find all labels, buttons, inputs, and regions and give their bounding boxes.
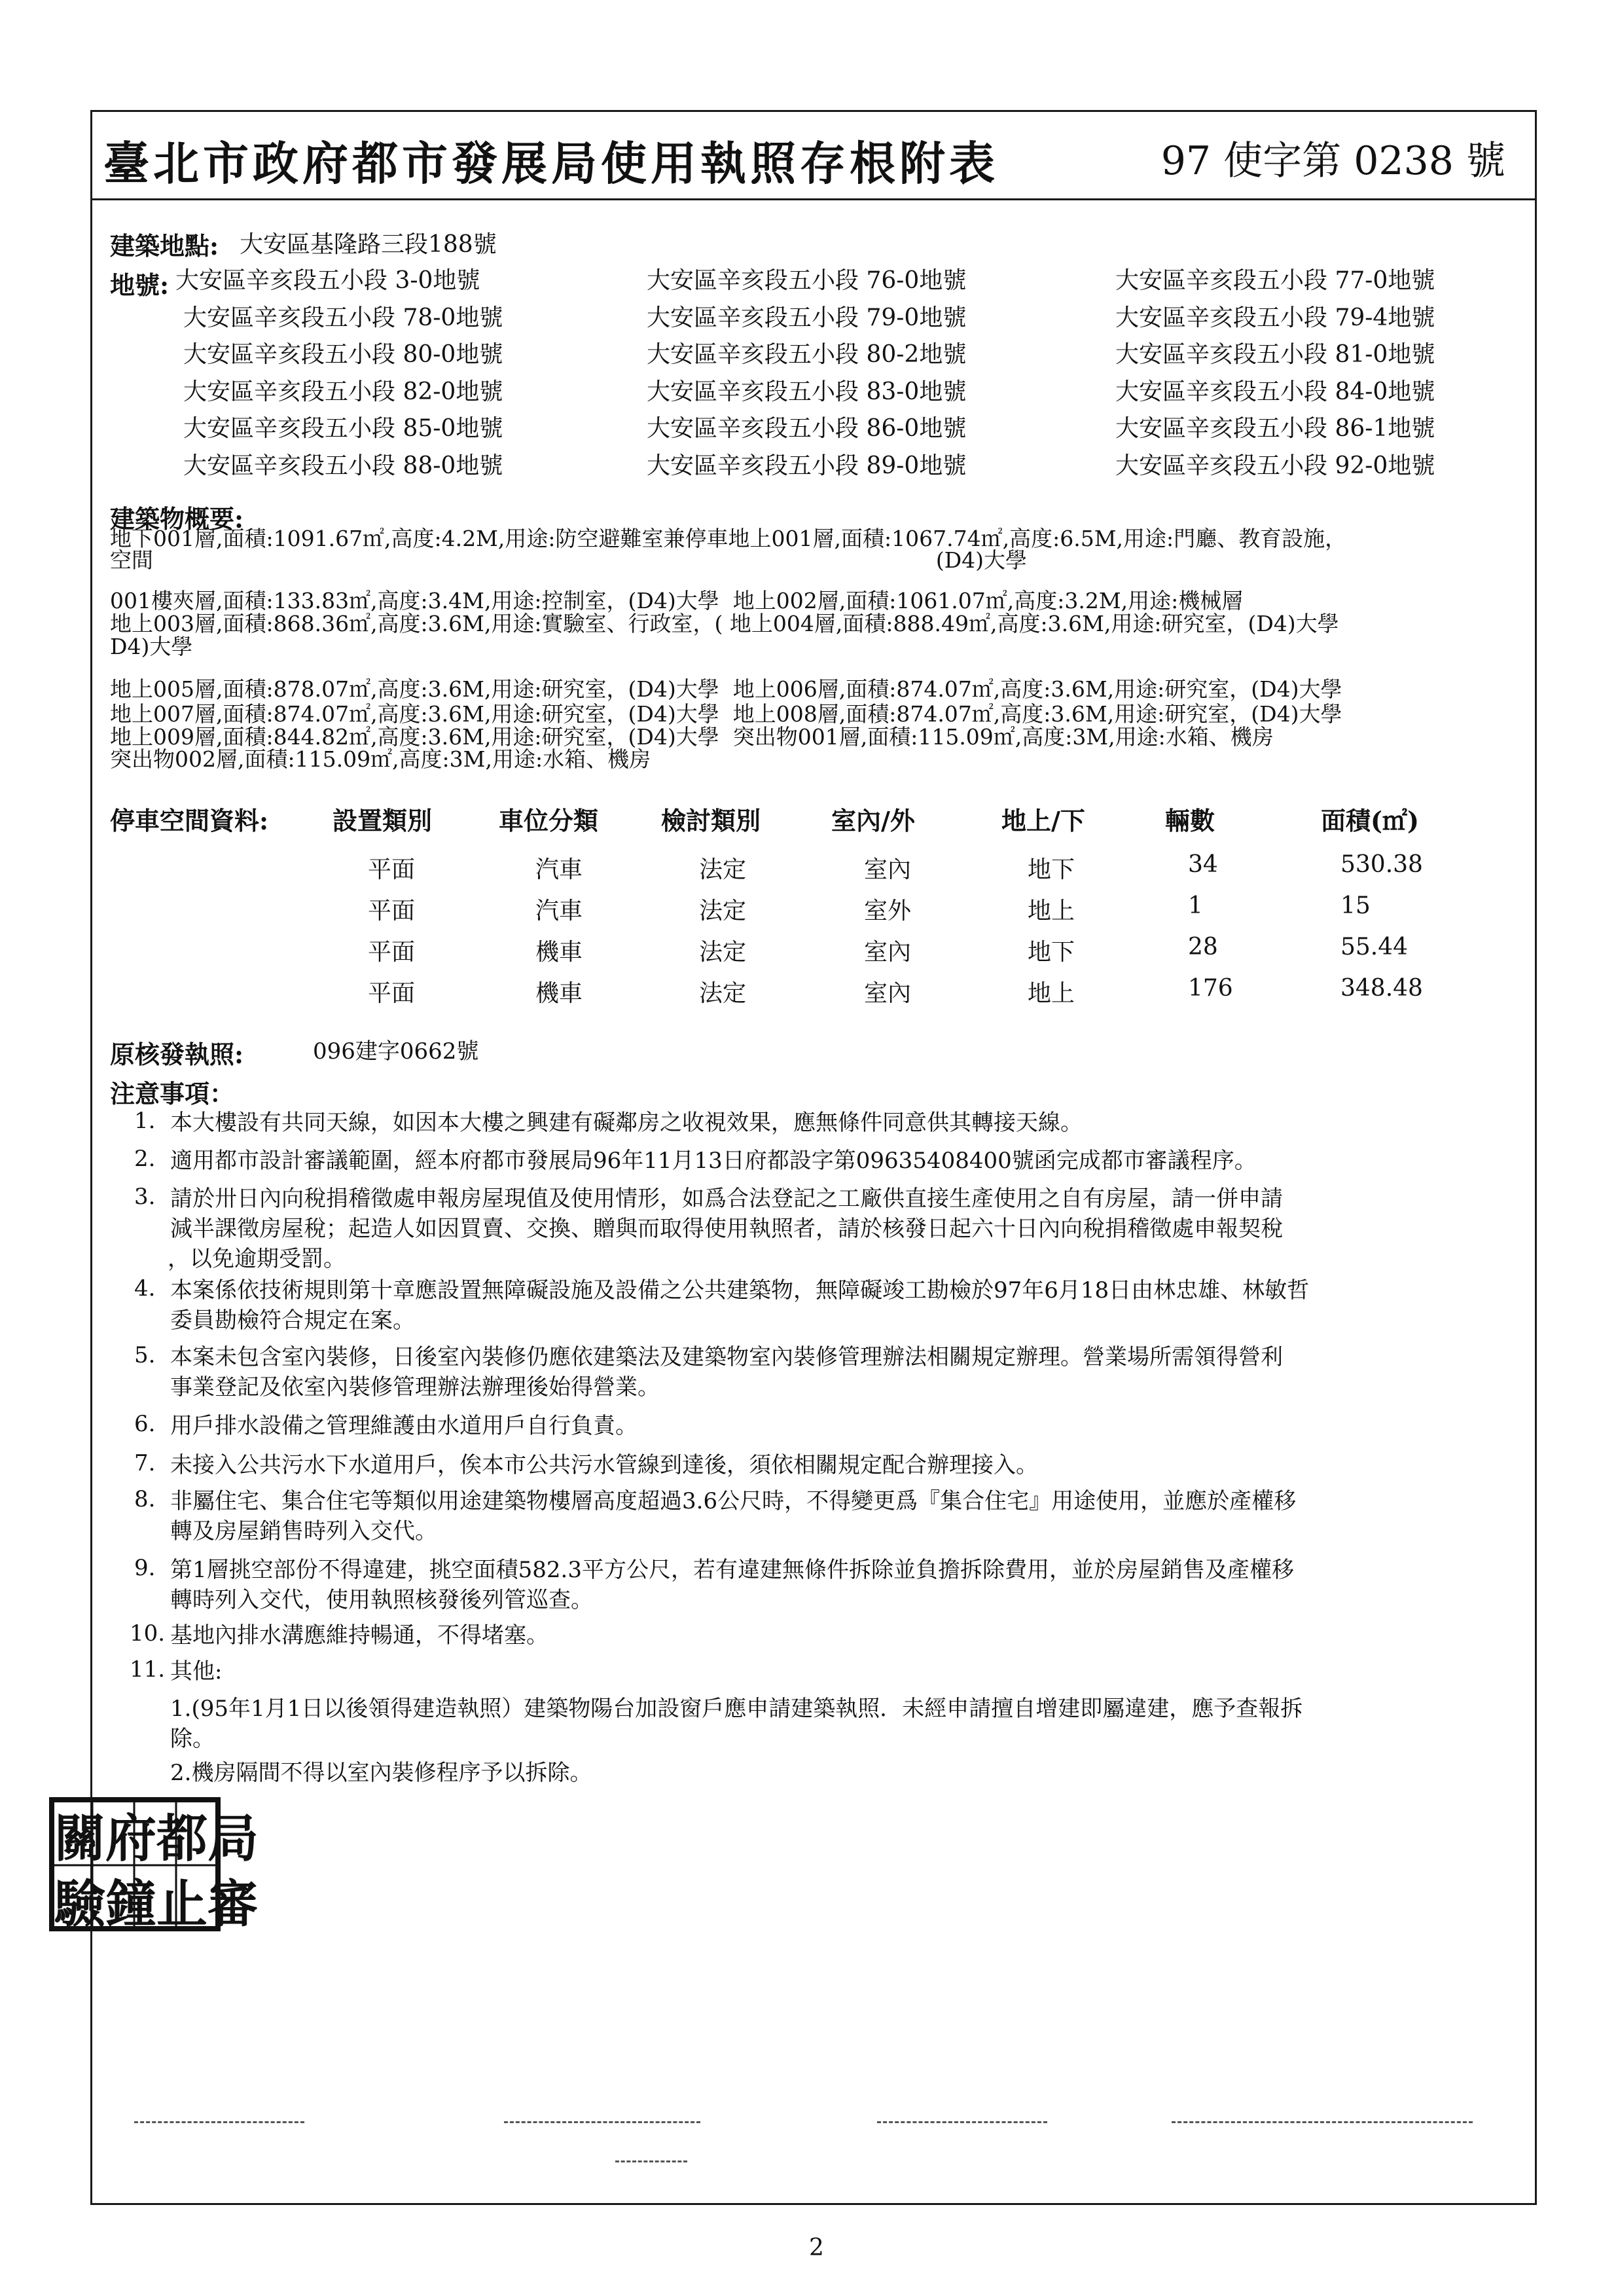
parking-cell: 176 [1188,975,1233,1002]
building-floor-line: 001樓夾層,面積:133.83㎡,高度:3.4M,用途:控制室，(D4)大學 地上002層,面積:1061.07㎡,高度:3.2M,用途:機械層 [110,588,1244,613]
note-text: 非屬住宅、集合住宅等類似用途建築物樓層高度超過3.6公尺時，不得變更爲『集合住宅』用途使用，並應於產權移 [170,1488,1297,1514]
note-number: 10. [130,1620,166,1647]
parking-column-header: 地上/下 [1001,806,1085,835]
parking-cell: 平面 [368,898,416,924]
lot-number: 大安區辛亥段五小段 80-0地號 [183,341,503,368]
note-text: 其他: [170,1658,223,1685]
lot-number: 大安區辛亥段五小段 81-0地號 [1115,341,1435,368]
note-text: 本案未包含室內裝修，日後室內裝修仍應依建築法及建築物室內裝修管理辦法相關規定辦理。營業場所需領得營利 [170,1344,1283,1370]
note-text: 適用都市設計審議範圍，經本府都市發展局96年11月13日府都設字第09635408400號函完成都市審議程序。 [170,1148,1257,1174]
lots-label: 地號: [110,270,170,300]
building-floor-line: 地上009層,面積:844.82㎡,高度:3.6M,用途:研究室，(D4)大學 突出物001層,面積:115.09㎡,高度:3M,用途:水箱、機房 [110,724,1274,750]
building-floor-line: 突出物002層,面積:115.09㎡,高度:3M,用途:水箱、機房 [110,746,651,772]
lot-number: 大安區辛亥段五小段 84-0地號 [1115,378,1435,405]
note-text: ，以免逾期受罰。 [168,1246,346,1272]
lot-number: 大安區辛亥段五小段 86-0地號 [647,415,967,442]
note-text: 第1層挑空部份不得違建，挑空面積582.3平方公尺，若有違建無條件拆除並負擔拆除費用，並於房屋銷售及產權移 [170,1557,1294,1583]
parking-cell: 55.44 [1340,934,1409,960]
parking-cell: 平面 [368,980,416,1007]
parking-cell: 530.38 [1340,851,1423,878]
page-number: 2 [809,2234,824,2261]
parking-cell: 平面 [368,939,416,966]
building-floor-line: D4)大學 [110,634,193,659]
parking-cell: 地上 [1028,898,1075,924]
note-text: 轉時列入交代，使用執照核發後列管巡查。 [170,1587,593,1613]
note-number: 1. [134,1108,156,1134]
parking-column-header: 設置類別 [333,806,433,835]
svg-text:驗鐘止審: 驗鐘止審 [54,1874,259,1934]
parking-cell: 機車 [535,939,583,966]
building-floor-line: 地下001層,面積:1091.67㎡,高度:4.2M,用途:防空避難室兼停車地上001層,面積:1067.74㎡,高度:6.5M,用途:門廳、教育設施， [110,526,1347,551]
address-value: 大安區基隆路三段188號 [240,231,497,258]
building-label: 建築物概要: [110,504,244,534]
lot-number: 大安區辛亥段五小段 92-0地號 [1115,452,1435,479]
address-label: 建築地點: [110,231,219,261]
lot-number: 大安區辛亥段五小段 82-0地號 [183,378,503,405]
note-text: 請於卅日內向稅捐稽徵處申報房屋現值及使用情形，如爲合法登記之工廠供直接生產使用之自有房屋，請一併申請 [170,1186,1283,1212]
parking-cell: 地下 [1028,939,1075,966]
parking-cell: 1 [1188,892,1203,919]
lot-number: 大安區辛亥段五小段 86-1地號 [1115,415,1435,442]
parking-column-header: 車位分類 [499,806,599,835]
note-number: 4. [134,1275,156,1302]
scan-artifact [615,2160,687,2162]
original-permit-label: 原核發執照: [110,1040,244,1069]
lot-number: 大安區辛亥段五小段 79-0地號 [647,304,967,331]
parking-cell: 34 [1188,851,1218,878]
lot-number: 大安區辛亥段五小段 79-4地號 [1115,304,1435,331]
original-permit-value: 096建字0662號 [313,1038,479,1065]
parking-cell: 平面 [368,856,416,883]
lot-number: 大安區辛亥段五小段 78-0地號 [183,304,503,331]
parking-cell: 汽車 [535,898,583,924]
note-text: 基地內排水溝應維持暢通，不得堵塞。 [170,1622,548,1649]
parking-cell: 室外 [864,898,912,924]
building-floor-line: 地上005層,面積:878.07㎡,高度:3.6M,用途:研究室，(D4)大學 地上006層,面積:874.07㎡,高度:3.6M,用途:研究室，(D4)大學 [110,676,1342,702]
note-number: 3. [134,1184,156,1210]
lot-number: 大安區辛亥段五小段 80-2地號 [647,341,967,368]
lot-number: 大安區辛亥段五小段 89-0地號 [647,452,967,479]
note-text: 事業登記及依室內裝修管理辦法辦理後始得營業。 [170,1374,660,1400]
note-text: 減半課徵房屋稅；起造人如因買賣、交換、贈與而取得使用執照者，請於核發日起六十日內向稅捐稽徵處申報契稅 [170,1216,1283,1242]
note-text: 委員勘檢符合規定在案。 [170,1307,415,1334]
parking-cell: 15 [1340,892,1371,919]
parking-column-header: 面積(㎡) [1321,806,1419,835]
note-text: 本案係依技術規則第十章應設置無障礙設施及設備之公共建築物，無障礙竣工勘檢於97年6月18日由林忠雄、林敏哲 [170,1277,1310,1303]
parking-cell: 法定 [699,898,747,924]
parking-cell: 機車 [535,980,583,1007]
permit-number: 97 使字第 0238 號 [1160,138,1505,184]
note-number: 11. [130,1656,166,1683]
scan-artifact [877,2121,1047,2123]
scan-artifact [504,2121,700,2123]
parking-column-header: 檢討類別 [661,806,761,835]
note-text: 本大樓設有共同天線，如因本大樓之興建有礙鄰房之收視效果，應無條件同意供其轉接天線。 [170,1110,1083,1136]
note-text: 未接入公共污水下水道用戶，俟本市公共污水管線到達後，須依相關規定配合辦理接入。 [170,1452,1038,1478]
notes-label: 注意事項： [110,1079,235,1108]
building-floor-line: 空間 (D4)大學 [110,547,1028,573]
svg-text:關府都局: 關府都局 [54,1809,259,1868]
note-number: 7. [134,1450,156,1476]
lot-number: 大安區辛亥段五小段 83-0地號 [647,378,967,405]
parking-cell: 室內 [864,980,912,1007]
parking-label: 停車空間資料: [110,806,269,835]
parking-cell: 28 [1188,934,1218,960]
other-note-text: 2.機房隔間不得以室內裝修程序予以拆除。 [170,1760,592,1786]
parking-column-header: 輛數 [1165,806,1215,835]
parking-cell: 法定 [699,980,747,1007]
official-seal-stamp [49,1797,259,1934]
note-number: 8. [134,1486,156,1512]
parking-cell: 法定 [699,856,747,883]
parking-cell: 室內 [864,856,912,883]
parking-cell: 法定 [699,939,747,966]
parking-column-header: 室內/外 [831,806,915,835]
scan-artifact [134,2121,304,2123]
note-text: 轉及房屋銷售時列入交代。 [170,1518,437,1544]
lot-number: 大安區辛亥段五小段 76-0地號 [647,267,967,294]
title-bar [90,110,1537,200]
note-text: 用戶排水設備之管理維護由水道用戶自行負責。 [170,1413,638,1439]
building-floor-line: 地上007層,面積:874.07㎡,高度:3.6M,用途:研究室，(D4)大學 地上008層,面積:874.07㎡,高度:3.6M,用途:研究室，(D4)大學 [110,701,1342,727]
note-number: 6. [134,1411,156,1437]
lot-number: 大安區辛亥段五小段 3-0地號 [175,267,480,294]
parking-cell: 汽車 [535,856,583,883]
building-floor-line: 地上003層,面積:868.36㎡,高度:3.6M,用途:實驗室、行政室，( 地上004層,面積:888.49㎡,高度:3.6M,用途:研究室，(D4)大學 [110,611,1339,636]
parking-cell: 地下 [1028,856,1075,883]
lot-number: 大安區辛亥段五小段 85-0地號 [183,415,503,442]
scan-artifact [1172,2121,1473,2123]
note-number: 2. [134,1146,156,1172]
parking-cell: 室內 [864,939,912,966]
parking-cell: 348.48 [1340,975,1423,1002]
lot-number: 大安區辛亥段五小段 88-0地號 [183,452,503,479]
lot-number: 大安區辛亥段五小段 77-0地號 [1115,267,1435,294]
parking-cell: 地上 [1028,980,1075,1007]
page-title: 臺北市政府都市發展局使用執照存根附表 [103,136,999,191]
other-note-text: 1.(95年1月1日以後領得建造執照）建築物陽台加設窗戶應申請建築執照．未經申請擅自增建即屬違建，應予查報拆 [170,1696,1303,1722]
note-number: 5. [134,1342,156,1368]
other-note-text: 除。 [170,1726,215,1752]
note-number: 9. [134,1555,156,1581]
